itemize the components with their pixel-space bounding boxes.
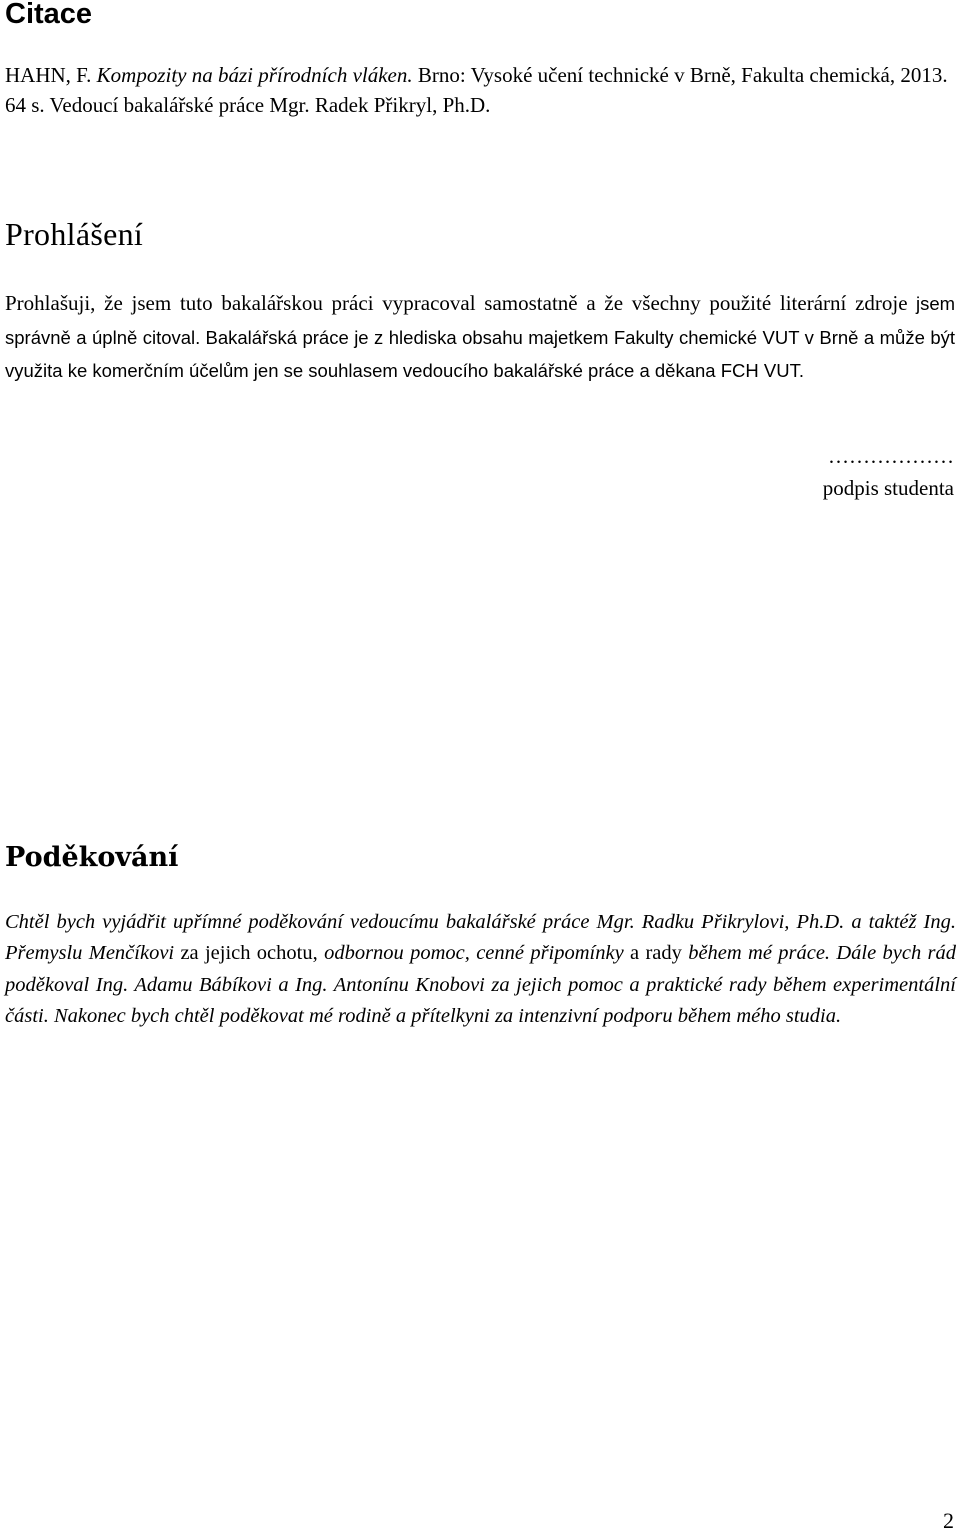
declaration-part3: Bakalářská práce je z hlediska obsahu majetkem Fakulty chemické VUT v Brně a může být využita ke komerčním účelům jen se souhlasem vedoucího bakalářské práce a děkana FCH VUT. <box>5 326 955 381</box>
declaration-part1: Prohlašuji, že jsem tuto bakalářskou práci vypracoval samostatně a že všechny použité literární zdroje <box>5 291 908 315</box>
citation-text <box>5 60 955 120</box>
citation-publisher: Brno: Vysoké učení technické v Brně, Fakulta chemická, 2013. 64 s. Vedoucí bakalářské práce Mgr. Radek Přikryl, Ph.D. <box>5 63 948 117</box>
citation-title: Kompozity na bázi přírodních vláken. <box>96 63 413 87</box>
ack-sentence-3: za jejich ochotu, <box>180 942 318 965</box>
page-number: 2 <box>943 1508 954 1533</box>
signature-block <box>823 440 954 504</box>
ack-sentence-2: a taktéž Ing. Přemyslu Menčíkovi <box>5 911 957 965</box>
citation-author: HAHN, F. <box>5 63 92 87</box>
podekovani-heading: Poděkování <box>5 842 179 873</box>
ack-sentence-4: odbornou pomoc, cenné připomínky <box>324 942 624 965</box>
declaration-text <box>5 287 955 389</box>
citace-heading: Citace <box>5 0 93 30</box>
declaration-part2: jsem správně a úplně citoval. <box>5 293 956 348</box>
signature-dots: ……………… <box>828 444 954 468</box>
ack-sentence-1: Chtěl bych vyjádřit upřímné poděkování vedoucímu bakalářské práce Mgr. Radku Přikrylovi, Ph.D. <box>5 911 845 933</box>
ack-sentence-5: a rady <box>630 942 682 965</box>
ack-sentence-6: během mé práce. Dále bych rád poděkoval Ing. Adamu Bábíkovi a Ing. Antonínu Knobovi za jejich pomoc a praktické rady během experimentální části. Nakonec bych chtěl poděkovat mé rodině a přítelkyni za intenzivní podporu během mého studia. <box>5 942 957 1027</box>
acknowledgement-text <box>5 907 956 1032</box>
signature-label: podpis studenta <box>822 476 954 500</box>
prohlaseni-heading: Prohlášení <box>5 216 144 252</box>
